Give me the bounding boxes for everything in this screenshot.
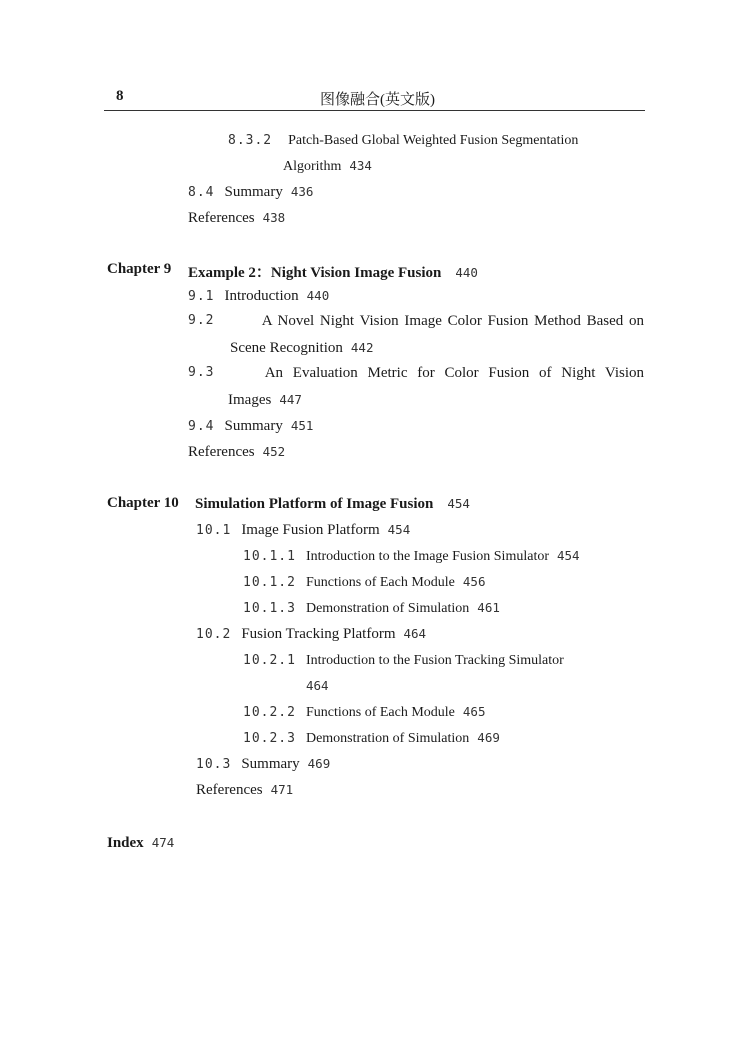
entry-title: Patch-Based Global Weighted Fusion Segmentation	[288, 133, 579, 148]
entry-title: Image Fusion Platform	[241, 522, 380, 538]
entry-page: 451	[290, 418, 314, 433]
entry-page: 440	[455, 265, 478, 280]
toc-entry-9-3[interactable]	[188, 365, 644, 382]
entry-number: 8.4	[188, 185, 215, 200]
toc-entry-references-10[interactable]	[196, 781, 293, 799]
entry-number: 8.3.2	[228, 133, 273, 148]
toc-entry-10-3[interactable]	[196, 755, 330, 773]
entry-page: 447	[279, 392, 302, 407]
entry-number: 10.2.3	[243, 731, 296, 746]
toc-entry-9-4[interactable]	[188, 417, 313, 435]
entry-title: A Novel Night Vision Image Color Fusion Method Based on	[261, 313, 644, 329]
chapter-9-title-entry[interactable]	[188, 261, 478, 282]
toc-entry-8-3-2-cont[interactable]	[283, 157, 372, 175]
chapter-10-label: Chapter 10	[107, 495, 179, 511]
entry-title-cont: Scene Recognition	[230, 340, 343, 356]
entry-title: Functions of Each Module	[305, 705, 455, 720]
entry-title: References	[188, 444, 255, 460]
chapter-title: Simulation Platform of Image Fusion	[195, 496, 434, 512]
entry-title: Demonstration of Simulation	[305, 731, 470, 746]
entry-page: 454	[557, 548, 580, 563]
entry-number: 10.2.2	[243, 705, 296, 720]
entry-number: 10.2	[196, 627, 232, 642]
entry-number: 10.2.1	[243, 653, 296, 668]
entry-title: Index	[107, 835, 144, 851]
entry-page: 456	[462, 574, 486, 589]
entry-page: 461	[477, 600, 500, 615]
toc-entry-10-2[interactable]	[196, 625, 426, 643]
entry-number: 10.3	[196, 757, 232, 772]
entry-page: 454	[387, 522, 411, 537]
chapter-10-title-entry[interactable]	[195, 495, 470, 513]
entry-title: Summary	[241, 756, 300, 772]
entry-page: 471	[270, 782, 294, 797]
toc-entry-references-8[interactable]	[188, 209, 285, 227]
toc-entry-10-2-1-cont[interactable]	[306, 677, 329, 695]
entry-number: 10.1	[196, 523, 232, 538]
entry-page: 464	[306, 678, 329, 693]
toc-entry-10-2-2[interactable]	[243, 703, 485, 721]
entry-number: 9.3	[188, 365, 215, 380]
toc-entry-10-2-1[interactable]	[243, 651, 564, 669]
entry-page: 440	[306, 288, 330, 303]
toc-entry-9-2-cont[interactable]	[230, 339, 373, 357]
entry-title: An Evaluation Metric for Color Fusion of Night Vision	[264, 365, 644, 381]
entry-title-cont: Images	[228, 392, 272, 408]
entry-title: Fusion Tracking Platform	[241, 626, 396, 642]
entry-page: 465	[462, 704, 486, 719]
entry-number: 9.2	[188, 313, 215, 328]
entry-number: 9.4	[188, 419, 215, 434]
header-rule	[104, 110, 645, 111]
entry-number: 10.1.2	[243, 575, 296, 590]
running-header: 图像融合(英文版)	[320, 92, 435, 108]
entry-number: 10.1.1	[243, 549, 296, 564]
entry-page: 438	[262, 210, 286, 225]
entry-title: Introduction	[224, 288, 299, 304]
entry-title: Demonstration of Simulation	[305, 601, 470, 616]
page-number: 8	[116, 88, 124, 104]
entry-page: 442	[350, 340, 374, 355]
toc-entry-10-1-1[interactable]	[243, 547, 580, 565]
entry-title: Introduction to the Image Fusion Simulator	[305, 549, 549, 564]
entry-page: 469	[307, 756, 331, 771]
toc-entry-10-2-3[interactable]	[243, 729, 500, 747]
entry-title: References	[188, 210, 255, 226]
toc-entry-10-1-2[interactable]	[243, 573, 485, 591]
entry-number: 9.1	[188, 289, 215, 304]
toc-entry-references-9[interactable]	[188, 443, 285, 461]
chapter-title: Example 2：Night Vision Image Fusion	[188, 265, 442, 281]
entry-title: Introduction to the Fusion Tracking Simulator	[305, 653, 564, 668]
entry-page: 452	[262, 444, 286, 459]
entry-page: 454	[447, 496, 470, 511]
entry-title: Functions of Each Module	[305, 575, 455, 590]
entry-page: 436	[290, 184, 314, 199]
toc-entry-8-4[interactable]	[188, 183, 313, 201]
entry-page: 434	[349, 158, 372, 173]
entry-title: References	[196, 782, 263, 798]
toc-entry-9-1[interactable]	[188, 287, 329, 305]
entry-page: 469	[477, 730, 500, 745]
toc-entry-10-1-3[interactable]	[243, 599, 500, 617]
entry-page: 474	[151, 835, 175, 850]
toc-entry-9-3-cont[interactable]	[228, 391, 302, 409]
toc-entry-8-3-2[interactable]	[228, 131, 578, 149]
entry-page: 464	[403, 626, 427, 641]
toc-entry-index[interactable]	[107, 834, 174, 852]
toc-entry-9-2[interactable]	[188, 313, 644, 330]
entry-number: 10.1.3	[243, 601, 296, 616]
entry-title: Summary	[224, 184, 283, 200]
toc-entry-10-1[interactable]	[196, 521, 410, 539]
entry-title: Summary	[224, 418, 283, 434]
chapter-9-label: Chapter 9	[107, 261, 172, 277]
entry-title-cont: Algorithm	[283, 159, 342, 174]
